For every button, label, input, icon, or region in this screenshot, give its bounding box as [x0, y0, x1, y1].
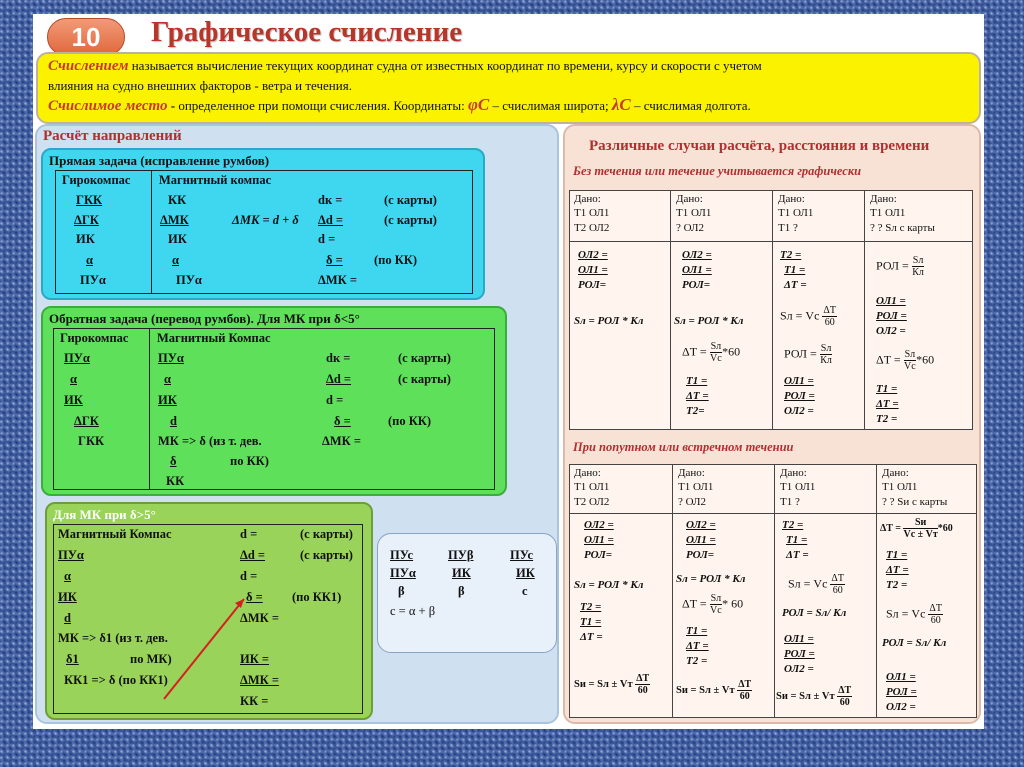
table-divider	[151, 171, 152, 293]
calc-value: ΔT =	[886, 564, 909, 576]
denominator: 60	[637, 685, 648, 696]
numerator: Sл	[904, 349, 916, 360]
calc-value: T2 =	[686, 655, 708, 667]
given-label: Дано:	[780, 467, 807, 479]
course-formula-box	[377, 533, 557, 653]
calc-value: ОЛ1 =	[784, 633, 814, 645]
table-divider	[772, 191, 773, 429]
table-divider	[149, 329, 150, 489]
given-value: ? ОЛ2	[678, 496, 706, 508]
calc-value: РОЛ=	[578, 279, 607, 291]
fraction	[710, 593, 723, 616]
fraction	[822, 305, 837, 328]
fraction	[830, 573, 845, 596]
numerator: Sл	[710, 341, 722, 352]
numerator: Sи	[903, 517, 937, 529]
given-value: T1 ОЛ1	[778, 207, 814, 219]
lambda-symbol: λC	[611, 95, 631, 114]
direct-task-title: Прямая задача (исправление румбов)	[49, 153, 270, 168]
true-distance-formula	[574, 673, 650, 696]
calc-value: РОЛ =	[784, 648, 815, 660]
denominator: Кл	[820, 355, 832, 366]
calc-value: ОЛ1 =	[886, 671, 916, 683]
given-value: T1 ОЛ1	[676, 207, 712, 219]
mag-value: КК	[166, 474, 185, 488]
true-distance-formula	[676, 679, 752, 702]
term-dr-position: Счислимое место	[48, 98, 168, 114]
term-dead-reckoning: Счислением	[48, 58, 129, 74]
time-formula	[880, 517, 953, 540]
calc-value: РОЛ=	[682, 279, 711, 291]
reverse-task-table	[53, 328, 495, 490]
formula-value: c	[522, 584, 528, 598]
correction-note: (по КК)	[388, 414, 432, 428]
multiplier: *60	[722, 344, 741, 359]
multiplier: *60	[916, 352, 935, 367]
correction-note: (по КК1)	[292, 590, 342, 604]
numerator: ΔT	[823, 305, 836, 316]
result-value: ΔМК =	[240, 673, 279, 687]
calc-value: ΔT =	[876, 398, 899, 410]
result-value: ИК =	[240, 652, 270, 666]
correction-note: (с карты)	[384, 193, 437, 207]
mag-header: Магнитный Компас	[157, 331, 271, 345]
numerator: ΔT	[929, 603, 942, 614]
reverse-task-box	[41, 306, 507, 496]
correction-note: (с карты)	[384, 213, 437, 227]
calc-value: T2 =	[782, 519, 804, 531]
given-label: Дано:	[574, 193, 601, 205]
given-value: T1 ?	[780, 496, 800, 508]
subtitle-with-current: При попутном или встречном течении	[573, 440, 794, 454]
mag-value: КК1 => δ (по КК1)	[64, 673, 168, 687]
numerator: ΔT	[831, 573, 844, 584]
gyro-value: ГКК	[76, 193, 103, 207]
page-title: Графическое счисление	[151, 16, 463, 48]
correction-value: d =	[318, 232, 336, 246]
table-divider	[876, 465, 877, 717]
table-divider	[670, 191, 671, 429]
correction-value: dк =	[318, 193, 343, 207]
given-value: T1 ОЛ1	[882, 481, 918, 493]
calc-value: T1 =	[784, 264, 806, 276]
denominator: Vс	[710, 353, 722, 364]
mag-note: по КК)	[230, 454, 269, 468]
distance-label: Sл = Vс	[886, 606, 926, 621]
correction-value: dк =	[326, 351, 351, 365]
distance-formula	[788, 573, 845, 596]
given-value: T1 ОЛ1	[574, 481, 610, 493]
calc-value: РОЛ =	[886, 686, 917, 698]
formula-value: ИК	[452, 566, 471, 580]
rol-label: РОЛ =	[784, 346, 817, 361]
calc-value: ОЛ2 =	[784, 663, 814, 675]
gyro-header: Гирокомпас	[60, 331, 129, 345]
mag-value: δ1	[66, 652, 79, 666]
calc-value: T2 =	[780, 249, 802, 261]
mag-value: d	[170, 414, 177, 428]
calc-value: ОЛ2 =	[784, 405, 814, 417]
definition-line-3	[48, 95, 969, 116]
calc-value: ОЛ2 =	[686, 519, 716, 531]
given-value: T1 ОЛ1	[780, 481, 816, 493]
large-deviation-box	[45, 502, 373, 720]
correction-value: d =	[240, 569, 258, 583]
calc-value: T2 =	[876, 413, 898, 425]
delta-t-label: ΔT =	[682, 344, 707, 359]
delta-t-label: ΔT =	[880, 522, 901, 534]
no-current-table	[569, 190, 973, 430]
formula-value: ПУα	[390, 566, 416, 580]
denominator: 60	[824, 317, 835, 328]
table-divider	[774, 465, 775, 717]
gyro-value: α	[86, 253, 93, 267]
lambda-text: – счислимая долгота.	[630, 98, 751, 113]
gyro-value: α	[70, 372, 77, 386]
given-value: T2 ОЛ2	[574, 496, 610, 508]
distance-label: Sл = Vс	[788, 576, 828, 591]
table-divider	[864, 191, 865, 429]
calc-value: T1 =	[886, 549, 908, 561]
numerator: Sл	[710, 593, 722, 604]
mag-value: ΔМК	[160, 213, 189, 227]
calc-value: ΔT =	[686, 390, 709, 402]
phi-symbol: φC	[467, 95, 490, 114]
large-deviation-table	[53, 524, 363, 714]
mag-value: ИК	[58, 590, 77, 604]
definition-line-2: влияния на судно внешних факторов - ветра и течения.	[48, 78, 352, 93]
calc-value: T1 =	[686, 375, 708, 387]
denominator: 60	[739, 691, 750, 702]
delta-t-label: ΔT =	[876, 352, 901, 367]
given-value: T1 ОЛ1	[574, 207, 610, 219]
table-divider	[570, 241, 972, 242]
calc-value: ОЛ1 =	[876, 295, 906, 307]
multiplier: *60	[937, 522, 953, 534]
direct-task-table	[55, 170, 473, 294]
slide-number-badge: 10	[47, 18, 125, 56]
multiplier: * 60	[722, 596, 744, 611]
numerator: ΔT	[838, 685, 852, 696]
mag-header: Магнитный Компас	[58, 527, 172, 541]
true-distance-formula	[776, 685, 852, 708]
calc-value: РОЛ =	[784, 390, 815, 402]
result-value: КК =	[240, 694, 269, 708]
calc-value: T1 =	[580, 616, 602, 628]
given-value: T1 ?	[778, 222, 798, 234]
distance-time-panel	[563, 124, 981, 724]
mag-header: Магнитный компас	[159, 173, 272, 187]
formula-value: β	[458, 584, 465, 598]
calc-value: ΔT =	[686, 640, 709, 652]
rol-formula	[784, 343, 832, 366]
calc-value: Sл = РОЛ * Кл	[676, 573, 746, 585]
mag-value: ПУα	[158, 351, 184, 365]
directions-panel	[35, 124, 559, 724]
gyro-value: ИК	[76, 232, 95, 246]
given-value: ? ? Sи с карты	[882, 496, 948, 508]
formula-equation: c = α + β	[390, 604, 436, 618]
gyro-value: ПУα	[80, 273, 106, 287]
correction-note: (с карты)	[398, 351, 451, 365]
table-divider	[570, 513, 976, 514]
reverse-task-title: Обратная задача (перевод румбов). Для МК при δ<5°	[49, 311, 360, 326]
distance-time-title: Различные случаи расчёта, расстояния и времени	[589, 138, 930, 154]
numerator: Sл	[820, 343, 832, 354]
given-label: Дано:	[778, 193, 805, 205]
distance-formula	[780, 305, 837, 328]
slide	[33, 14, 984, 729]
correction-value: δ =	[246, 590, 263, 604]
calc-value: РОЛ = Sл/ Кл	[882, 637, 947, 649]
calc-value: T1 =	[686, 625, 708, 637]
correction-note: (с карты)	[300, 527, 353, 541]
mag-value: ИК	[168, 232, 187, 246]
given-label: Дано:	[678, 467, 705, 479]
denominator: Vс	[904, 361, 916, 372]
mag-value: КК	[168, 193, 187, 207]
phi-text: – счислимая широта;	[489, 98, 612, 113]
given-label: Дано:	[574, 467, 601, 479]
calc-value: T2 =	[580, 601, 602, 613]
formula-value: ИК	[516, 566, 535, 580]
correction-value: d =	[240, 527, 258, 541]
mag-note: по МК)	[130, 652, 172, 666]
formula-value: β	[398, 584, 405, 598]
with-current-table	[569, 464, 977, 718]
calc-value: T1 =	[876, 383, 898, 395]
directions-title: Расчёт направлений	[43, 128, 182, 144]
mag-value: α	[172, 253, 179, 267]
given-value: ? ? Sл с карты	[870, 222, 935, 234]
gyro-value: ΔГК	[74, 414, 99, 428]
formula-value: ПУс	[390, 548, 414, 562]
calc-value: ОЛ1 =	[686, 534, 716, 546]
given-value: T1 ОЛ1	[678, 481, 714, 493]
correction-value: ΔМК =	[240, 611, 279, 625]
fraction	[635, 673, 650, 696]
formula-value: ПУβ	[448, 548, 474, 562]
calc-value: ОЛ1 =	[682, 264, 712, 276]
calc-value: ОЛ1 =	[784, 375, 814, 387]
given-value: T2 ОЛ2	[574, 222, 610, 234]
fraction	[737, 679, 752, 702]
calc-value: Sл = РОЛ * Кл	[674, 315, 744, 327]
mag-value: α	[64, 569, 71, 583]
gyro-value: ΔГК	[74, 213, 99, 227]
time-formula	[876, 349, 934, 372]
mag-value: МК => δ1 (из т. дев.	[58, 631, 168, 645]
fraction	[820, 343, 833, 366]
deviation-arrow	[54, 525, 364, 715]
calc-value: T2=	[686, 405, 705, 417]
numerator: Sл	[912, 255, 924, 266]
fraction	[904, 349, 917, 372]
calc-value: Sл = РОЛ * Кл	[574, 579, 644, 591]
time-formula	[682, 341, 740, 364]
mag-value: ПУα	[58, 548, 84, 562]
correction-value: Δd =	[240, 548, 266, 562]
definition-box	[36, 52, 981, 124]
fraction	[903, 517, 937, 540]
large-deviation-title: Для МК при δ>5°	[53, 507, 156, 522]
numerator: ΔT	[636, 673, 650, 684]
denominator: Vс ± Vт	[903, 529, 938, 540]
denominator: 60	[832, 585, 843, 596]
rol-label: РОЛ =	[876, 258, 909, 273]
denominator: 60	[839, 697, 850, 708]
correction-value: δ =	[326, 253, 343, 267]
mag-value: d	[64, 611, 71, 625]
numerator: ΔT	[738, 679, 752, 690]
correction-note: (с карты)	[398, 372, 451, 386]
denominator: Vс	[710, 605, 722, 616]
true-distance-label: Sи = Sл ± Vт	[574, 678, 633, 690]
calc-value: РОЛ = Sл/ Кл	[782, 607, 847, 619]
mag-value: МК => δ (из т. дев.	[158, 434, 262, 448]
direct-task-box	[41, 148, 485, 300]
calc-value: ΔT =	[786, 549, 809, 561]
calc-value: ΔT =	[784, 279, 807, 291]
correction-value: Δd =	[318, 213, 344, 227]
gyro-header: Гирокомпас	[62, 173, 131, 187]
true-distance-label: Sи = Sл ± Vт	[776, 690, 835, 702]
denominator: 60	[930, 615, 941, 626]
calc-value: ΔT =	[580, 631, 603, 643]
calc-value: ОЛ2 =	[886, 701, 916, 713]
definition-text-3: определенное при помощи счисления. Координаты:	[178, 98, 468, 113]
delta-t-label: ΔT =	[682, 596, 707, 611]
fraction	[912, 255, 925, 278]
true-distance-label: Sи = Sл ± Vт	[676, 684, 735, 696]
calc-value: T2 =	[886, 579, 908, 591]
gyro-value: ИК	[64, 393, 83, 407]
calc-value: Sл = РОЛ * Кл	[574, 315, 644, 327]
correction-value: d =	[326, 393, 344, 407]
calc-value: ОЛ2 =	[578, 249, 608, 261]
distance-label: Sл = Vс	[780, 308, 820, 323]
calc-value: ОЛ2 =	[584, 519, 614, 531]
fraction	[837, 685, 852, 708]
correction-note: (с карты)	[300, 548, 353, 562]
calc-value: ОЛ2 =	[682, 249, 712, 261]
deviation-formula: ΔМК = d + δ	[232, 213, 299, 227]
calc-value: РОЛ=	[584, 549, 613, 561]
calc-value: ОЛ2 =	[876, 325, 906, 337]
mag-value: α	[164, 372, 171, 386]
calc-value: T1 =	[786, 534, 808, 546]
denominator: Кл	[912, 267, 924, 278]
given-value: T1 ОЛ1	[870, 207, 906, 219]
time-formula	[682, 593, 743, 616]
calc-value: РОЛ =	[876, 310, 907, 322]
given-label: Дано:	[870, 193, 897, 205]
distance-formula	[886, 603, 943, 626]
mag-value: ПУα	[176, 273, 202, 287]
given-label: Дано:	[676, 193, 703, 205]
correction-value: Δd =	[326, 372, 352, 386]
fraction	[710, 341, 723, 364]
correction-value: δ =	[334, 414, 351, 428]
calc-value: ОЛ1 =	[578, 264, 608, 276]
mag-value: ИК	[158, 393, 177, 407]
mag-value: δ	[170, 454, 177, 468]
definition-dash: -	[167, 98, 179, 113]
gyro-value: ГКК	[78, 434, 105, 448]
gyro-value: ПУα	[64, 351, 90, 365]
given-label: Дано:	[882, 467, 909, 479]
given-value: ? ОЛ2	[676, 222, 704, 234]
definition-text-1: называется вычисление текущих координат судна от известных координат по времени, курсу и скорости с учетом	[128, 58, 762, 73]
correction-value: ΔМК =	[318, 273, 357, 287]
subtitle-no-current: Без течения или течение учитывается графически	[573, 164, 862, 178]
correction-note: (по КК)	[374, 253, 418, 267]
correction-value: ΔМК =	[322, 434, 361, 448]
calc-value: РОЛ=	[686, 549, 715, 561]
calc-value: ОЛ1 =	[584, 534, 614, 546]
table-divider	[672, 465, 673, 717]
rol-formula	[876, 255, 924, 278]
fraction	[928, 603, 943, 626]
definition-line-1	[48, 56, 969, 76]
formula-value: ПУс	[510, 548, 534, 562]
